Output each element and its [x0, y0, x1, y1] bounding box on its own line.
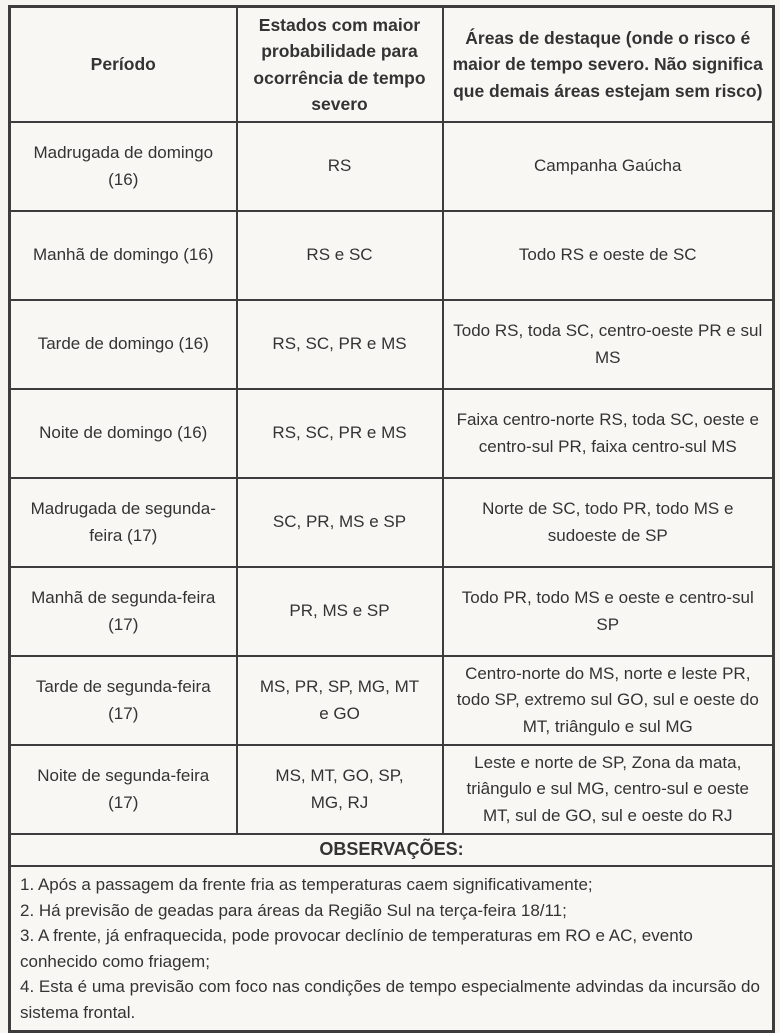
period-cell: Tarde de segunda-feira (17) — [10, 656, 237, 745]
observations-notes-cell — [10, 866, 774, 1032]
table-header-row — [10, 7, 774, 123]
column-header-areas: Áreas de destaque (onde o risco é maior de tempo severo. Não significa que demais áreas estejam sem risco) — [443, 7, 774, 123]
table-row — [10, 211, 774, 300]
table-row — [10, 567, 774, 656]
observations-title-row — [10, 834, 774, 866]
period-cell: Tarde de domingo (16) — [10, 300, 237, 389]
table-row — [10, 745, 774, 834]
areas-cell: Todo RS e oeste de SC — [443, 211, 774, 300]
observation-item: 3. A frente, já enfraquecida, pode provocar declínio de temperaturas em RO e AC, evento conhecido como friagem; — [20, 926, 693, 971]
observations-notes-row — [10, 866, 774, 1032]
states-cell: RS, SC, PR e MS — [237, 389, 443, 478]
period-cell: Madrugada de domingo (16) — [10, 122, 237, 211]
areas-cell: Todo RS, toda SC, centro-oeste PR e sul MS — [443, 300, 774, 389]
column-header-states: Estados com maior probabilidade para ocorrência de tempo severo — [237, 7, 443, 123]
states-cell: RS — [237, 122, 443, 211]
table-row — [10, 300, 774, 389]
column-header-period: Período — [10, 7, 237, 123]
areas-cell: Leste e norte de SP, Zona da mata, triângulo e sul MG, centro-sul e oeste MT, sul de GO, sul e oeste do RJ — [443, 745, 774, 834]
states-cell: RS e SC — [237, 211, 443, 300]
observation-item: 1. Após a passagem da frente fria as temperaturas caem significativamente; — [20, 875, 593, 895]
table-row — [10, 122, 774, 211]
severe-weather-forecast-table — [8, 5, 775, 1033]
table-row — [10, 656, 774, 745]
document-sheet — [8, 5, 775, 1033]
states-cell: SC, PR, MS e SP — [237, 478, 443, 567]
period-cell: Noite de segunda-feira (17) — [10, 745, 237, 834]
states-cell: PR, MS e SP — [237, 567, 443, 656]
period-cell: Manhã de segunda-feira (17) — [10, 567, 237, 656]
period-cell: Manhã de domingo (16) — [10, 211, 237, 300]
areas-cell: Campanha Gaúcha — [443, 122, 774, 211]
states-cell: MS, MT, GO, SP, MG, RJ — [237, 745, 443, 834]
table-row — [10, 478, 774, 567]
areas-cell: Faixa centro-norte RS, toda SC, oeste e centro-sul PR, faixa centro-sul MS — [443, 389, 774, 478]
states-cell: MS, PR, SP, MG, MT e GO — [237, 656, 443, 745]
areas-cell: Norte de SC, todo PR, todo MS e sudoeste de SP — [443, 478, 774, 567]
observations-title: OBSERVAÇÕES: — [10, 834, 774, 866]
areas-cell: Todo PR, todo MS e oeste e centro-sul SP — [443, 567, 774, 656]
observation-item: 4. Esta é uma previsão com foco nas condições de tempo especialmente advindas da incursão do sistema frontal. — [20, 977, 760, 1022]
period-cell: Madrugada de segunda-feira (17) — [10, 478, 237, 567]
period-cell: Noite de domingo (16) — [10, 389, 237, 478]
observation-item: 2. Há previsão de geadas para áreas da Região Sul na terça-feira 18/11; — [20, 900, 567, 920]
areas-cell: Centro-norte do MS, norte e leste PR, todo SP, extremo sul GO, sul e oeste do MT, triângulo e sul MG — [443, 656, 774, 745]
states-cell: RS, SC, PR e MS — [237, 300, 443, 389]
table-row — [10, 389, 774, 478]
